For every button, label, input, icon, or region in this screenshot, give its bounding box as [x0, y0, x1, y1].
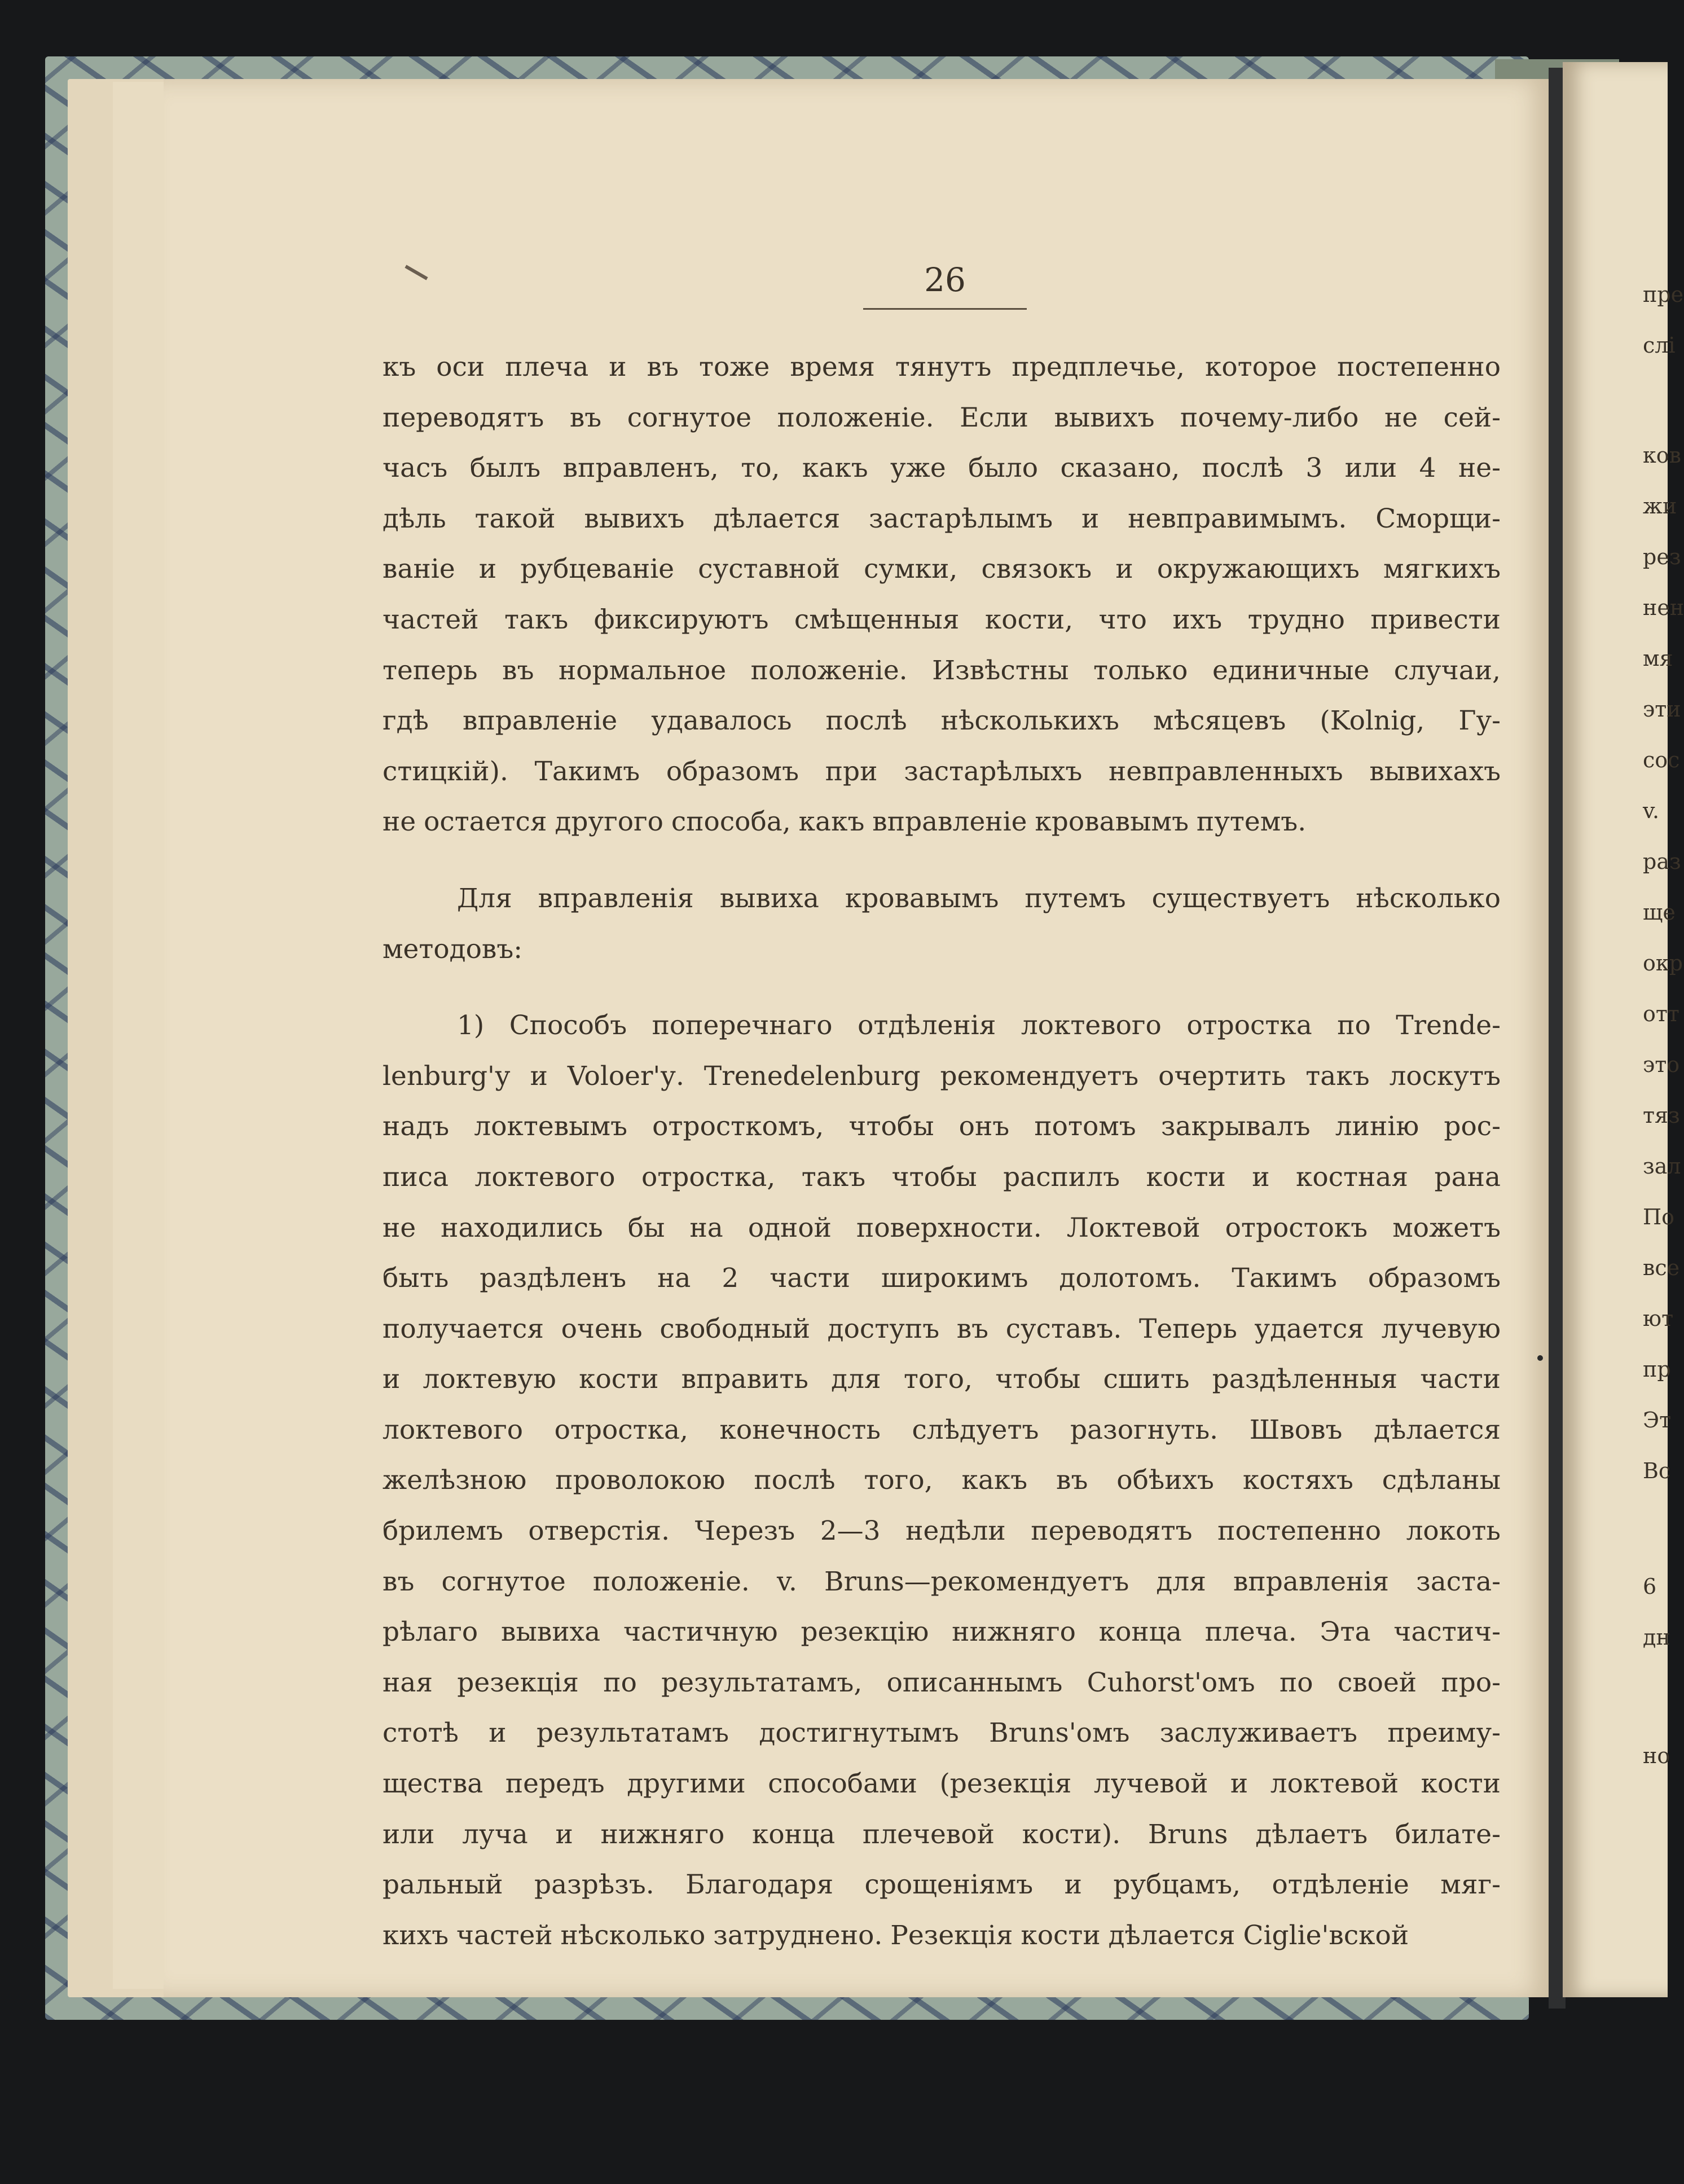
- facing-page-fragment: По: [1643, 1205, 1675, 1229]
- text-line: методовъ:: [382, 933, 523, 965]
- facing-page-fragment: 6: [1643, 1574, 1657, 1599]
- text-line: надъ локтевымъ отросткомъ, чтобы онъ потомъ закрывалъ линію рос-: [382, 1111, 1501, 1142]
- paragraph-gap: [382, 847, 1501, 873]
- facing-page-fragment: тяз: [1643, 1103, 1680, 1128]
- facing-page-fragment: зал: [1643, 1154, 1681, 1179]
- text-line: Для вправленія вывиха кровавымъ путемъ существуетъ нѣсколько: [457, 882, 1501, 914]
- facing-page-fragment: эти: [1643, 697, 1681, 722]
- text-line: стотѣ и результатамъ достигнутымъ Bruns'омъ заслуживаетъ преиму-: [382, 1717, 1501, 1749]
- facing-page-fragment: ют: [1643, 1306, 1674, 1331]
- facing-page-fragment: v.: [1643, 798, 1660, 823]
- facing-page-fragment: ков: [1643, 443, 1682, 468]
- text-line: желѣзною проволокою послѣ того, какъ въ обѣихъ костяхъ сдѣланы: [382, 1465, 1501, 1496]
- text-line: ная резекція по результатамъ, описаннымъ Cuhorst'омъ по своей про-: [382, 1667, 1501, 1698]
- text-line: переводятъ въ согнутое положеніе. Если вывихъ почему-либо не сей-: [382, 402, 1501, 433]
- paragraph-gap: [382, 974, 1501, 1000]
- text-line: стицкій). Такимъ образомъ при застарѣлыхъ невправленныхъ вывихахъ: [382, 755, 1501, 787]
- facing-page-fragment: пр: [1643, 1357, 1671, 1382]
- page-number: 26: [924, 261, 966, 299]
- facing-page-fragment: это: [1643, 1052, 1680, 1077]
- paragraph: [382, 1000, 1501, 1961]
- facing-page-fragment: раз: [1643, 849, 1681, 874]
- text-line: брилемъ отверстія. Черезъ 2—3 недѣли переводятъ постепенно локоть: [382, 1515, 1501, 1547]
- facing-page-fragment: нен: [1643, 595, 1684, 620]
- facing-page-fragment: но: [1643, 1743, 1670, 1768]
- facing-page-fragment: отт: [1643, 1001, 1679, 1026]
- facing-page-fragment: дн: [1643, 1625, 1670, 1650]
- facing-page-fragment: ще: [1643, 900, 1676, 925]
- text-line: теперь въ нормальное положеніе. Извѣстны только единичные случаи,: [382, 654, 1501, 686]
- paragraph: [382, 342, 1501, 847]
- facing-page-fragment: пре: [1643, 282, 1684, 307]
- text-line: ваніе и рубцеваніе суставной сумки, связокъ и окружающихъ мягкихъ: [382, 553, 1501, 585]
- text-line: къ оси плеча и въ тоже время тянутъ предплечье, которое постепенно: [382, 351, 1501, 383]
- facing-page-fragment: мя: [1643, 646, 1673, 671]
- text-line: не находились бы на одной поверхности. Локтевой отростокъ можетъ: [382, 1212, 1501, 1243]
- facing-page-fragment: рез: [1643, 544, 1681, 569]
- facing-page-fragment: Эт: [1643, 1408, 1672, 1432]
- text-line: быть раздѣленъ на 2 части широкимъ долотомъ. Такимъ образомъ: [382, 1263, 1501, 1294]
- facing-page-fragment: жи: [1643, 494, 1677, 518]
- facing-page-fragment: Вс: [1643, 1458, 1671, 1483]
- facing-page-fragment: все: [1643, 1255, 1680, 1280]
- paragraph: [382, 873, 1501, 974]
- margin-dot: [1537, 1355, 1543, 1361]
- text-line: гдѣ вправленіе удавалось послѣ нѣсколькихъ мѣсяцевъ (Kolnig, Гу-: [382, 705, 1501, 737]
- text-line: щества передъ другими способами (резекція лучевой и локтевой кости: [382, 1768, 1501, 1800]
- text-line: частей такъ фиксируютъ смѣщенныя кости, что ихъ трудно привести: [382, 604, 1501, 635]
- text-line: кихъ частей нѣсколько затруднено. Резекція кости дѣлается Cigliе'вской: [382, 1919, 1409, 1951]
- text-line: рѣлаго вывиха частичную резекцію нижняго конца плеча. Эта частич-: [382, 1616, 1501, 1648]
- header-rule: [863, 308, 1027, 310]
- facing-page-fragment: окр: [1643, 951, 1683, 975]
- text-line: ральный разрѣзъ. Благодаря срощеніямъ и рубцамъ, отдѣленіе мяг-: [382, 1869, 1501, 1901]
- facing-page-edge: [1563, 62, 1684, 1997]
- text-line: или луча и нижняго конца плечевой кости). Bruns дѣлаетъ билате-: [382, 1818, 1501, 1850]
- facing-page-fragment: сос: [1643, 748, 1680, 772]
- facing-page-fragment: слі: [1643, 333, 1676, 358]
- body-text: [382, 342, 1501, 1961]
- text-line: въ согнутое положеніе. v. Bruns—рекомендуетъ для вправленія заста-: [382, 1566, 1501, 1597]
- text-line: не остается другого способа, какъ вправленіе кровавымъ путемъ.: [382, 806, 1307, 838]
- text-line: дѣль такой вывихъ дѣлается застарѣлымъ и невправимымъ. Сморщи-: [382, 503, 1501, 534]
- text-line: и локтевую кости вправить для того, чтобы сшить раздѣленныя части: [382, 1364, 1501, 1395]
- text-line: 1) Способъ поперечнаго отдѣленія локтевого отростка по Trende-: [457, 1010, 1501, 1042]
- text-line: локтевого отростка, конечность слѣдуетъ разогнуть. Швовъ дѣлается: [382, 1414, 1501, 1445]
- text-line: lenburg'у и Voloer'у. Trenedelenburg рекомендуетъ очертить такъ лоскутъ: [382, 1060, 1501, 1092]
- text-line: писа локтевого отростка, такъ чтобы распилъ кости и костная рана: [382, 1161, 1501, 1193]
- text-line: получается очень свободный доступъ въ суставъ. Теперь удается лучевую: [382, 1313, 1501, 1344]
- text-line: часъ былъ вправленъ, то, какъ уже было сказано, послѣ 3 или 4 не-: [382, 452, 1501, 484]
